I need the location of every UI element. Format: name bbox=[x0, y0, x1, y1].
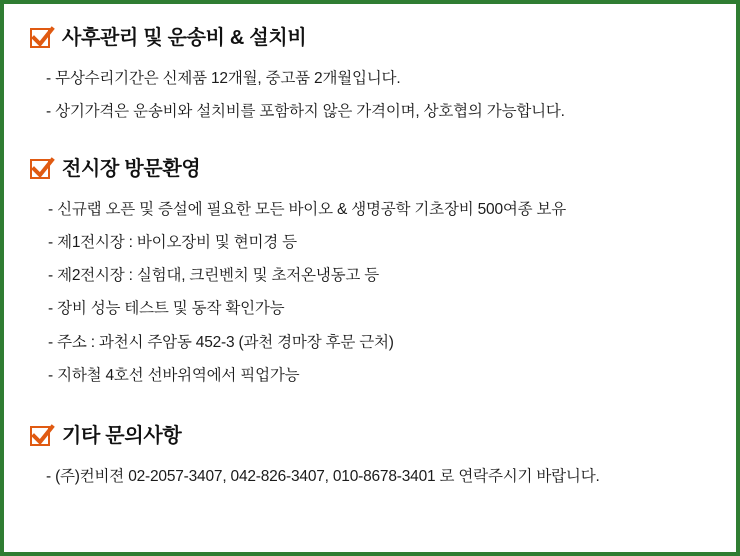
list-item: - 장비 성능 테스트 및 동작 확인가능 bbox=[48, 300, 285, 318]
section-title: 사후관리 및 운송비 & 설치비 bbox=[62, 27, 307, 49]
section-header bbox=[30, 28, 710, 48]
section-bullet-list bbox=[30, 460, 710, 493]
section-bullet-list bbox=[30, 62, 710, 129]
orange-check-icon bbox=[30, 28, 50, 48]
section-header bbox=[30, 159, 710, 179]
orange-check-icon bbox=[30, 159, 50, 179]
list-item: - 주소 : 과천시 주암동 452-3 (과천 경마장 후문 근처) bbox=[48, 333, 394, 351]
section-title: 기타 문의사항 bbox=[62, 425, 182, 447]
section-showroom-visit bbox=[30, 159, 710, 393]
section-after-service bbox=[30, 28, 710, 129]
list-item: - 제2전시장 : 실험대, 크린벤치 및 초저온냉동고 등 bbox=[48, 267, 380, 284]
list-item: - (주)컨비젼 02-2057-3407, 042-826-3407, 010-8678-3401 로 연락주시기 바랍니다. bbox=[46, 468, 600, 485]
list-item: - 신규랩 오픈 및 증설에 필요한 모든 바이오 & 생명공학 기초장비 500여종 보유 bbox=[48, 200, 567, 218]
section-bullet-list bbox=[30, 193, 710, 393]
orange-check-icon bbox=[30, 426, 50, 446]
list-item: - 제1전시장 : 바이오장비 및 현미경 등 bbox=[48, 233, 297, 251]
list-item: - 무상수리기간은 신제품 12개월, 중고품 2개월입니다. bbox=[46, 70, 401, 87]
section-title: 전시장 방문환영 bbox=[62, 157, 201, 180]
section-other-inquiries bbox=[30, 426, 710, 493]
list-item: - 상기가격은 운송비와 설치비를 포함하지 않은 가격이며, 상호협의 가능합니다. bbox=[46, 103, 565, 121]
list-item: - 지하철 4호선 선바위역에서 픽업가능 bbox=[48, 366, 300, 384]
section-header bbox=[30, 426, 710, 446]
